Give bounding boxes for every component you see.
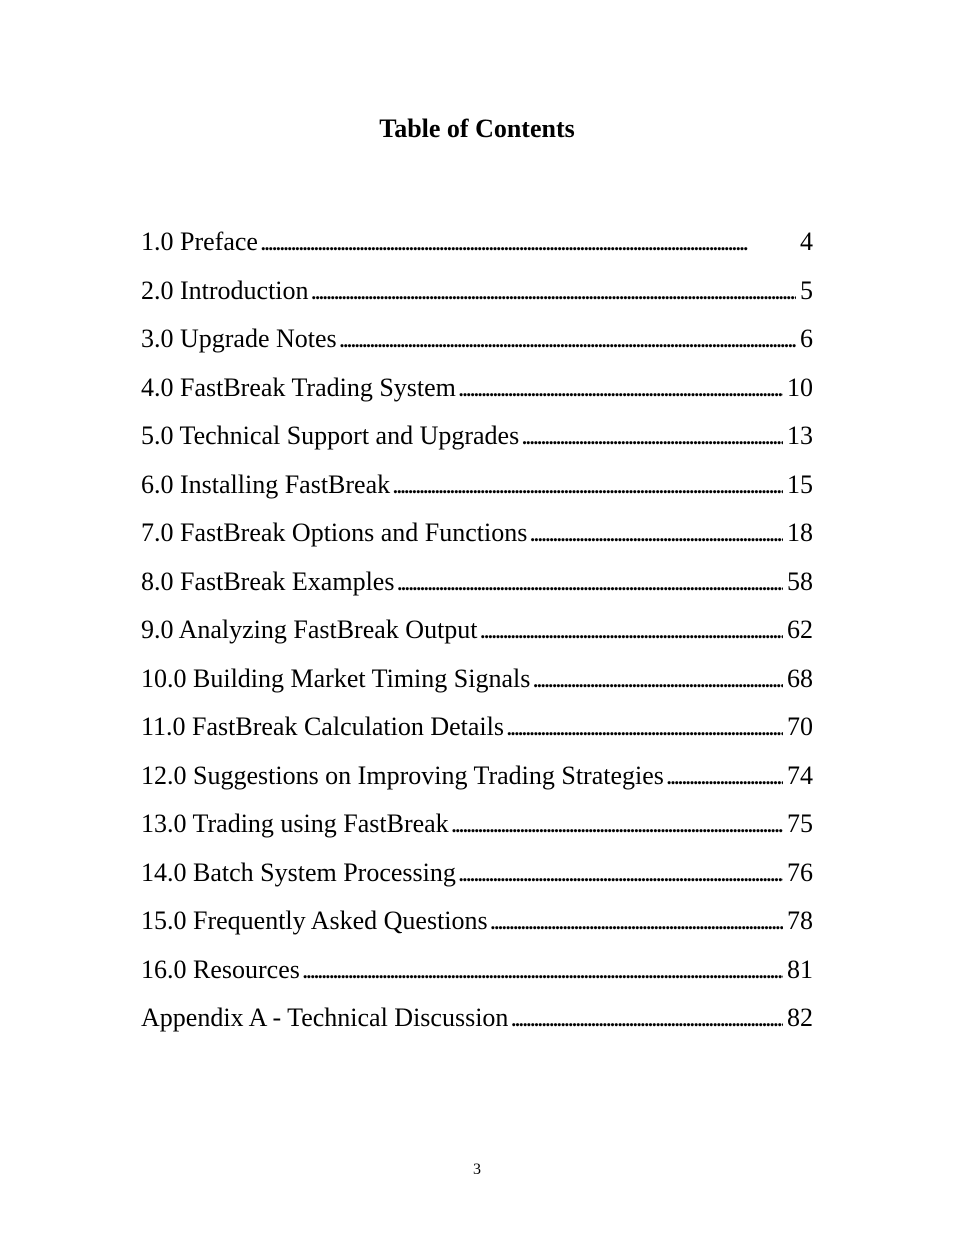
toc-entry-label: 3.0 Upgrade Notes — [141, 324, 337, 353]
toc-entry-label: 8.0 FastBreak Examples — [141, 566, 395, 596]
dot-leader — [666, 759, 783, 793]
toc-entry-page: 74 — [787, 760, 813, 790]
toc-entry-examples[interactable] — [141, 565, 813, 614]
toc-entry-label: 12.0 Suggestions on Improving Trading Strategies — [141, 760, 664, 790]
toc-entry-page: 70 — [787, 712, 813, 741]
dot-leader — [529, 516, 783, 550]
toc-entry-label: 10.0 Building Market Timing Signals — [141, 663, 531, 693]
toc-entry-page: 78 — [787, 906, 813, 935]
toc-entry-page: 15 — [787, 469, 813, 499]
toc-entry-label: 5.0 Technical Support and Upgrades — [141, 421, 520, 450]
dot-leader — [506, 710, 783, 744]
toc-entry-installing[interactable] — [141, 468, 813, 517]
dot-leader — [490, 904, 783, 938]
toc-entry-page: 68 — [787, 663, 813, 693]
dot-leader — [521, 419, 783, 453]
dot-leader — [311, 274, 796, 308]
toc-entry-label: 1.0 Preface — [141, 227, 258, 256]
toc-entry-label: 6.0 Installing FastBreak — [141, 469, 391, 499]
toc-entry-label: 2.0 Introduction — [141, 275, 309, 305]
toc-entry-technical-support[interactable] — [141, 419, 813, 468]
toc-entry-label: 9.0 Analyzing FastBreak Output — [141, 615, 478, 644]
toc-entry-page: 5 — [800, 275, 813, 305]
page-number: 3 — [473, 1161, 481, 1178]
dot-leader — [510, 1001, 783, 1035]
toc-entry-upgrade-notes[interactable] — [141, 322, 813, 371]
toc-entry-label: 11.0 FastBreak Calculation Details — [141, 712, 504, 741]
dot-leader — [532, 662, 783, 696]
dot-leader — [451, 807, 783, 841]
toc-entry-options-functions[interactable] — [141, 516, 813, 565]
toc-entry-trading-using[interactable] — [141, 807, 813, 856]
dot-leader — [339, 322, 796, 356]
toc-entry-label: 16.0 Resources — [141, 954, 300, 984]
dot-leader — [458, 856, 783, 890]
toc-entry-trading-system[interactable] — [141, 371, 813, 420]
toc-entry-label: Appendix A - Technical Discussion — [141, 1003, 509, 1032]
toc-entry-label: 14.0 Batch System Processing — [141, 857, 456, 887]
dot-leader — [302, 953, 783, 987]
toc-entry-page: 18 — [787, 518, 813, 547]
dot-leader — [260, 225, 796, 259]
toc-entry-introduction[interactable] — [141, 274, 813, 323]
toc-entry-label: 13.0 Trading using FastBreak — [141, 809, 449, 838]
dot-leader — [458, 371, 783, 405]
toc-list — [141, 225, 813, 1050]
toc-entry-page: 6 — [800, 324, 813, 353]
toc-entry-page: 13 — [787, 421, 813, 450]
toc-entry-analyzing-output[interactable] — [141, 613, 813, 662]
toc-entry-page: 10 — [787, 372, 813, 402]
dot-leader — [480, 613, 783, 647]
toc-entry-page: 58 — [787, 566, 813, 596]
toc-entry-page: 82 — [787, 1003, 813, 1032]
toc-entry-label: 4.0 FastBreak Trading System — [141, 372, 456, 402]
dot-leader — [396, 565, 783, 599]
toc-entry-calculation-details[interactable] — [141, 710, 813, 759]
toc-entry-page: 62 — [787, 615, 813, 644]
toc-entry-batch-processing[interactable] — [141, 856, 813, 905]
toc-entry-label: 7.0 FastBreak Options and Functions — [141, 518, 528, 547]
toc-entry-suggestions[interactable] — [141, 759, 813, 808]
toc-entry-page: 75 — [787, 809, 813, 838]
page-title: Table of Contents — [379, 114, 575, 143]
toc-entry-resources[interactable] — [141, 953, 813, 1002]
toc-entry-market-timing[interactable] — [141, 662, 813, 711]
toc-entry-appendix-a[interactable] — [141, 1001, 813, 1050]
toc-entry-faq[interactable] — [141, 904, 813, 953]
dot-leader — [392, 468, 783, 502]
toc-entry-page: 76 — [787, 857, 813, 887]
toc-entry-preface[interactable] — [141, 225, 813, 274]
toc-entry-label: 15.0 Frequently Asked Questions — [141, 906, 488, 935]
toc-entry-page: 4 — [800, 227, 813, 256]
toc-entry-page: 81 — [787, 954, 813, 984]
